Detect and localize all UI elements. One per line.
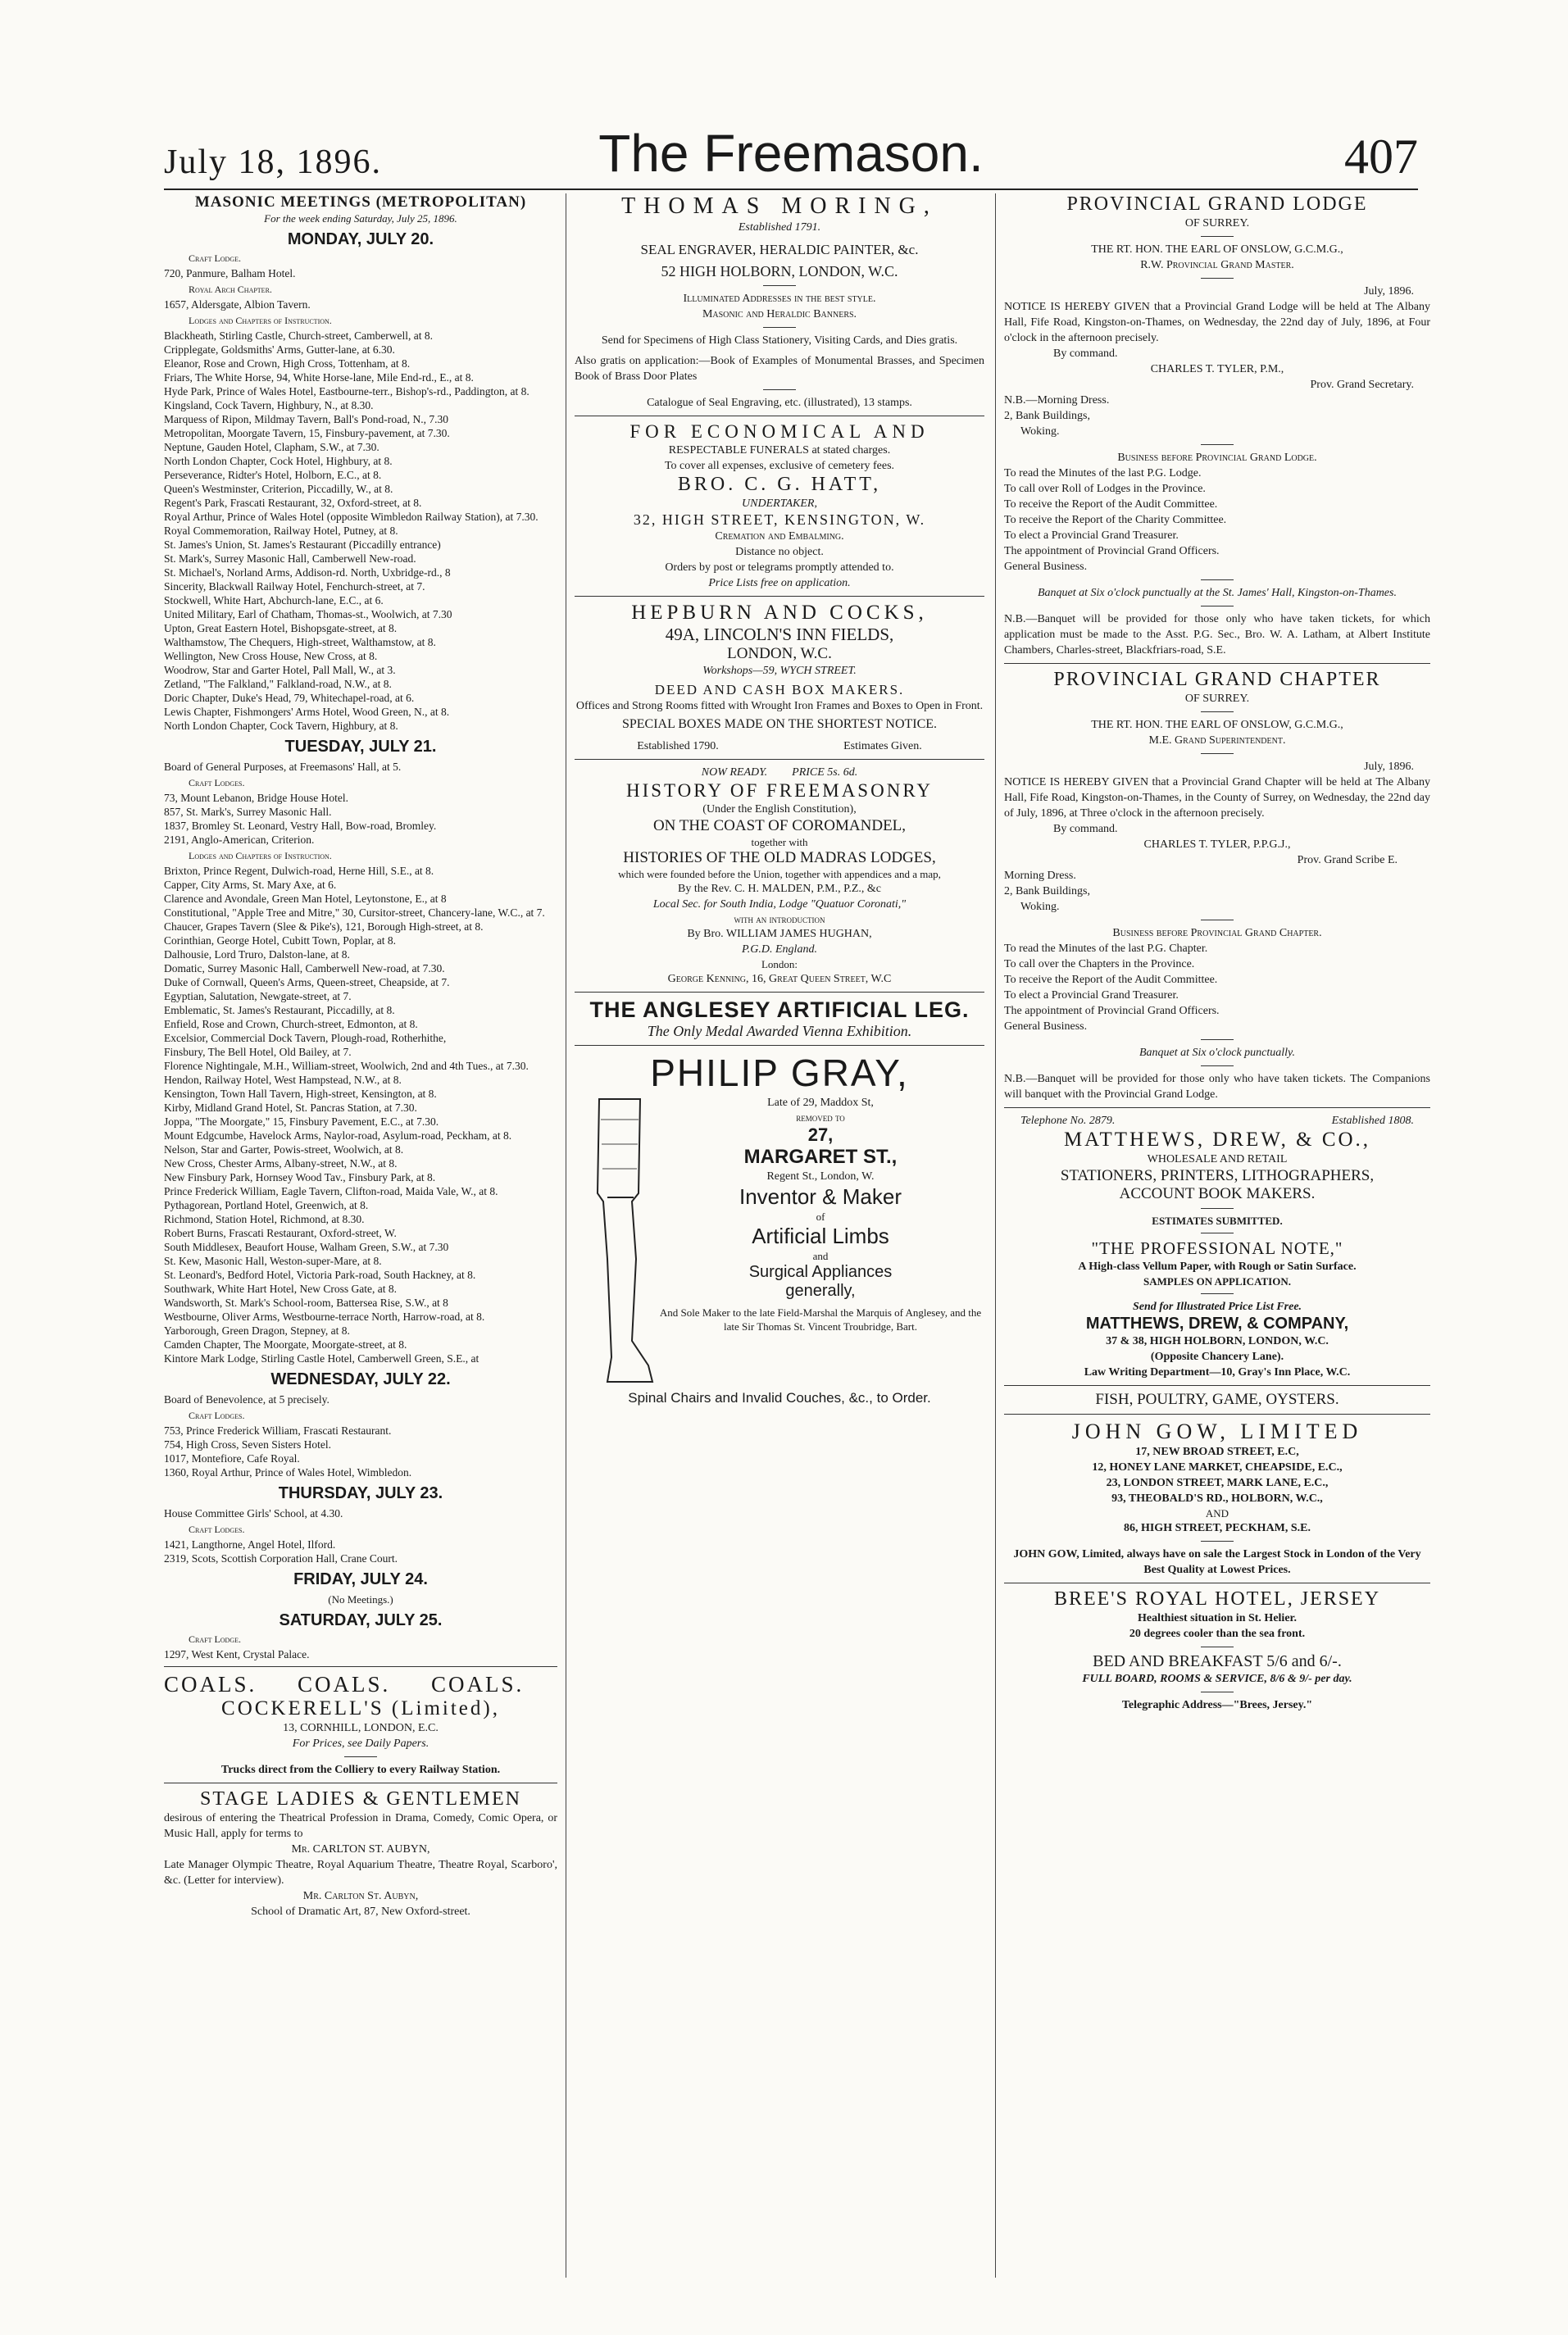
history-price: PRICE 5s. 6d. [792, 766, 858, 779]
gow-fish: FISH, POULTRY, GAME, OYSTERS. [1095, 1391, 1339, 1408]
list-item: To receive the Report of the Audit Committee. [1004, 974, 1218, 986]
lodge-addr2: Woking. [1020, 425, 1060, 438]
section-label: Lodges and Chapters of Instruction. [189, 850, 332, 861]
list-item: New Finsbury Park, Hornsey Wood Tav., Finsbury Park, at 8. [164, 1171, 436, 1183]
wednesday-craft-list [164, 1424, 557, 1479]
list-item: Kintore Mark Lodge, Stirling Castle Hotel, Camberwell Green, S.E., at [164, 1352, 479, 1365]
lodge-notice: NOTICE IS HEREBY GIVEN that a Provincial Grand Lodge will be held at The Albany Hall, Fife Road, Kingston-on-Thames, on Wednesday, the 22nd day of July, 1896, at Four o'clock in the afternoon precisely. [1004, 301, 1430, 344]
list-item: St. Michael's, Norland Arms, Addison-rd. North, Uxbridge-rd., 8 [164, 566, 451, 579]
brees-cooler: 20 degrees cooler than the sea front. [1129, 1628, 1306, 1640]
brees-bed: BED AND BREAKFAST 5/6 and 6/-. [1093, 1652, 1342, 1670]
stage-body: desirous of entering the Theatrical Profession in Drama, Comedy, Comic Opera, or Music Hall, apply for terms to [164, 1812, 557, 1840]
history-ready-line [575, 765, 984, 780]
anglesey-text [657, 1095, 984, 1333]
board-note: Board of Benevolence, at 5 precisely. [164, 1393, 330, 1406]
section-label: Royal Arch Chapter. [189, 284, 272, 295]
brees-healthiest: Healthiest situation in St. Helier. [1138, 1612, 1297, 1624]
list-item: Marquess of Ripon, Mildmay Tavern, Ball's Pond-road, N., 7.30 [164, 413, 448, 425]
coals-heading: COALS. COALS. COALS. [164, 1672, 525, 1697]
list-item: St. Leonard's, Bedford Hotel, Victoria Park-road, South Hackney, at 8. [164, 1269, 476, 1281]
day-thursday: THURSDAY, JULY 23. [278, 1484, 443, 1502]
column-middle [566, 193, 984, 2278]
anglesey-spinal: Spinal Chairs and Invalid Couches, &c., to Order. [628, 1390, 931, 1406]
divider [1201, 711, 1234, 712]
day-tuesday: TUESDAY, JULY 21. [284, 738, 437, 756]
list-item: To read the Minutes of the last P.G. Chapter. [1004, 943, 1208, 955]
list-item: 1421, Langthorne, Angel Hotel, Ilford. [164, 1538, 336, 1551]
hatt-heading: FOR ECONOMICAL AND [629, 421, 929, 442]
section-label: Craft Lodges. [189, 777, 245, 788]
divider [1004, 1107, 1430, 1108]
list-item: St. Mark's, Surrey Masonic Hall, Camberwell New-road. [164, 552, 416, 565]
list-item: General Business. [1004, 561, 1088, 573]
section-label: Craft Lodges. [189, 1410, 245, 1421]
chapter-earl: THE RT. HON. THE EARL OF ONSLOW, G.C.M.G., [1091, 719, 1343, 731]
list-item: 857, St. Mark's, Surrey Masonic Hall. [164, 806, 332, 818]
hatt-cremation: Cremation and Embalming. [715, 530, 844, 543]
list-item: Joppa, "The Moorgate," 15, Finsbury Pavement, E.C., at 7.30. [164, 1115, 439, 1128]
list-item: Cripplegate, Goldsmiths' Arms, Gutter-lane, at 6.30. [164, 343, 395, 356]
list-item: St. James's Union, St. James's Restaurant (Piccadilly entrance) [164, 538, 441, 551]
matthews-heading: MATTHEWS, DREW, & CO., [1063, 1129, 1371, 1151]
list-item: General Business. [1004, 1020, 1088, 1033]
anglesey-late: Late of 29, Maddox St, [767, 1097, 874, 1109]
chapter-dress: Morning Dress. [1004, 870, 1076, 882]
divider [1004, 663, 1430, 664]
list-item: Zetland, "The Falkland," Falkland-road, N.W., at 8. [164, 678, 392, 690]
list-item: Clarence and Avondale, Green Man Hotel, Leytonstone, E., at 8 [164, 893, 447, 905]
list-item: 23, LONDON STREET, MARK LANE, E.C., [1106, 1477, 1329, 1489]
list-item: 1360, Royal Arthur, Prince of Wales Hotel, Wimbledon. [164, 1466, 412, 1479]
coals-address: 13, CORNHILL, LONDON, E.C. [283, 1722, 439, 1734]
list-item: Wandsworth, St. Mark's School-room, Battersea Rise, S.W., at 8 [164, 1297, 448, 1309]
matthews-samples: SAMPLES ON APPLICATION. [1143, 1275, 1291, 1288]
chapter-nb: N.B.—Banquet will be provided for those only who have taken tickets. The Companions will banquet with the Provincial Grand Lodge. [1004, 1073, 1430, 1101]
lodge-banquet: Banquet at Six o'clock punctually at the St. James' Hall, Kingston-on-Thames. [1038, 587, 1397, 599]
divider [1004, 1414, 1430, 1415]
list-item: Eleanor, Rose and Crown, High Cross, Tottenham, at 8. [164, 357, 411, 370]
list-item: Domatic, Surrey Masonic Hall, Camberwell New-road, at 7.30. [164, 962, 445, 974]
matthews-telephone: Telephone No. 2879. [1020, 1115, 1116, 1127]
lodge-earl: THE RT. HON. THE EARL OF ONSLOW, G.C.M.G., [1091, 243, 1343, 256]
column-left [164, 193, 557, 2278]
anglesey-removed: removed to [796, 1111, 845, 1124]
list-item: Southwark, White Hart Hotel, New Cross Gate, at 8. [164, 1283, 397, 1295]
anglesey-street: MARGARET ST., [743, 1146, 898, 1168]
matthews-trade: STATIONERS, PRINTERS, LITHOGRAPHERS, [1060, 1167, 1375, 1184]
anglesey-heading: THE ANGLESEY ARTIFICIAL LEG. [589, 997, 970, 1022]
list-item: Camden Chapter, The Moorgate, Moorgate-street, at 8. [164, 1338, 407, 1351]
anglesey-medal: The Only Medal Awarded Vienna Exhibition. [647, 1023, 912, 1039]
divider [763, 285, 796, 286]
saturday-craft-list [164, 1647, 557, 1661]
list-item: Woodrow, Star and Garter Hotel, Pall Mall, W., at 3. [164, 664, 396, 676]
lodge-addr1: 2, Bank Buildings, [1004, 410, 1091, 422]
list-item: St. Kew, Masonic Hall, Weston-super-Mare, at 8. [164, 1255, 382, 1267]
list-item: 1017, Montefiore, Cafe Royal. [164, 1452, 300, 1465]
divider [1201, 579, 1234, 580]
list-item: Pythagorean, Portland Hotel, Greenwich, at 8. [164, 1199, 369, 1211]
list-item: Enfield, Rose and Crown, Church-street, Edmonton, at 8. [164, 1018, 418, 1030]
brees-heading: BREE'S ROYAL HOTEL, JERSEY [1053, 1588, 1381, 1610]
hepburn-workshops: Workshops—59, WYCH STREET. [702, 665, 857, 677]
coals-prices: For Prices, see Daily Papers. [292, 1738, 429, 1750]
lodge-signed: CHARLES T. TYLER, P.M., [1150, 363, 1284, 375]
list-item: Florence Nightingale, M.H., William-street, Woolwich, 2nd and 4th Tues., at 7.30. [164, 1060, 529, 1072]
history-histories: HISTORIES OF THE OLD MADRAS LODGES, [623, 849, 936, 866]
day-wednesday: WEDNESDAY, JULY 22. [270, 1370, 451, 1388]
column-right [995, 193, 1430, 2278]
divider [1201, 753, 1234, 754]
list-item: The appointment of Provincial Grand Officers. [1004, 545, 1220, 557]
anglesey-of: of [816, 1211, 825, 1223]
chapter-business: Business before Provincial Grand Chapter. [1112, 927, 1322, 939]
stage-school: School of Dramatic Art, 87, New Oxford-street. [251, 1906, 470, 1918]
matthews-note: "THE PROFESSIONAL NOTE," [1091, 1238, 1343, 1258]
list-item: 753, Prince Frederick William, Frascati Restaurant. [164, 1424, 392, 1437]
list-item: Friars, The White Horse, 94, White Horse-lane, Mile End-rd., E., at 8. [164, 371, 474, 384]
day-saturday: SATURDAY, JULY 25. [279, 1611, 443, 1629]
history-london: London: [761, 958, 798, 970]
list-item: Upton, Great Eastern Hotel, Bishopsgate-street, at 8. [164, 622, 398, 634]
matthews-estimates: ESTIMATES SUBMITTED. [1152, 1215, 1283, 1227]
hepburn-trade: DEED AND CASH BOX MAKERS. [654, 682, 905, 697]
history-by2: By Bro. WILLIAM JAMES HUGHAN, [687, 928, 872, 940]
stage-name-2: Mr. Carlton St. Aubyn, [302, 1890, 419, 1902]
history-by: By the Rev. C. H. MALDEN, P.M., P.Z., &c [678, 883, 881, 895]
moring-banners: Masonic and Heraldic Banners. [702, 308, 857, 320]
list-item: To elect a Provincial Grand Treasurer. [1004, 989, 1179, 1002]
list-item: Perseverance, Ridter's Hotel, Holborn, E.C., at 8. [164, 469, 382, 481]
hepburn-footer [575, 738, 984, 754]
hatt-sub: RESPECTABLE FUNERALS at stated charges. [668, 444, 891, 457]
list-item: Hyde Park, Prince of Wales Hotel, Eastbourne-terr., Bishop's-rd., Paddington, at 8. [164, 385, 529, 397]
history-coast: ON THE COAST OF COROMANDEL, [652, 817, 907, 834]
list-item: To elect a Provincial Grand Treasurer. [1004, 529, 1179, 542]
tuesday-craft-list [164, 791, 557, 847]
masthead-title: The Freemason. [598, 124, 984, 183]
hatt-lists: Price Lists free on application. [708, 577, 851, 589]
anglesey-generally: generally, [785, 1282, 856, 1300]
moring-illuminated: Illuminated Addresses in the best style. [683, 293, 876, 305]
gow-peckham: 86, HIGH STREET, PECKHAM, S.E. [1123, 1522, 1311, 1534]
lodge-role: Prov. Grand Secretary. [1310, 379, 1414, 391]
gow-and: AND [1205, 1507, 1229, 1520]
list-item: Regent's Park, Frascati Restaurant, 32, Oxford-street, at 8. [164, 497, 422, 509]
list-item: South Middlesex, Beaufort House, Walham Green, S.W., at 7.30 [164, 1241, 449, 1253]
thursday-craft-list [164, 1538, 557, 1565]
chapter-business-list [1004, 941, 1430, 1034]
divider [1201, 236, 1234, 237]
hatt-cover: To cover all expenses, exclusive of cemetery fees. [664, 460, 895, 472]
list-item: United Military, Earl of Chatham, Thomas-st., Woolwich, at 7.30 [164, 608, 452, 620]
friday-note: (No Meetings.) [328, 1593, 393, 1606]
chapter-signed: CHARLES T. TYLER, P.P.G.J., [1143, 838, 1291, 851]
list-item: Duke of Cornwall, Queen's Arms, Queen-street, Cheapside, at 7. [164, 976, 450, 988]
gow-heading: JOHN GOW, LIMITED [1071, 1420, 1363, 1443]
anglesey-number: 27, [807, 1124, 834, 1145]
list-item: Queen's Westminster, Criterion, Piccadilly, W., at 8. [164, 483, 393, 495]
divider [575, 759, 984, 760]
divider [1201, 1065, 1234, 1066]
list-item: Walthamstow, The Chequers, High-street, Walthamstow, at 8. [164, 636, 436, 648]
list-item: 2319, Scots, Scottish Corporation Hall, Crane Court. [164, 1552, 398, 1565]
divider [1201, 444, 1234, 445]
hepburn-established: Established 1790. [637, 740, 719, 752]
brees-telegraphic: Telegraphic Address—"Brees, Jersey." [1121, 1699, 1313, 1711]
chapter-heading: PROVINCIAL GRAND CHAPTER [1053, 669, 1381, 690]
anglesey-regent: Regent St., London, W. [766, 1170, 875, 1183]
divider [763, 327, 796, 328]
list-item: Westbourne, Oliver Arms, Westbourne-terrace North, Harrow-road, at 8. [164, 1311, 485, 1323]
moring-heading: THOMAS MORING, [621, 193, 938, 219]
matthews-company: MATTHEWS, DREW, & COMPANY, [1085, 1315, 1349, 1333]
list-item: 12, HONEY LANE MARKET, CHEAPSIDE, E.C., [1092, 1461, 1343, 1474]
board-note: Board of General Purposes, at Freemasons' Hall, at 5. [164, 761, 402, 773]
list-item: 1297, West Kent, Crystal Palace. [164, 1648, 310, 1660]
chapter-addr1: 2, Bank Buildings, [1004, 885, 1091, 897]
list-item: Prince Frederick William, Eagle Tavern, Clifton-road, Maida Vale, W., at 8. [164, 1185, 498, 1197]
list-item: To call over Roll of Lodges in the Province. [1004, 483, 1206, 495]
hatt-address: 32, HIGH STREET, KENSINGTON, W. [633, 511, 926, 528]
section-label: Craft Lodges. [189, 1524, 245, 1535]
list-item: The appointment of Provincial Grand Officers. [1004, 1005, 1220, 1017]
lodge-of: OF SURREY. [1184, 217, 1250, 229]
list-item: Stockwell, White Hart, Abchurch-lane, E.C., at 6. [164, 594, 384, 606]
list-item: Yarborough, Green Dragon, Stepney, at 8. [164, 1324, 350, 1337]
history-under: (Under the English Constitution), [702, 803, 857, 815]
list-item: 2191, Anglo-American, Criterion. [164, 834, 315, 846]
list-item: Finsbury, The Bell Hotel, Old Bailey, at 7. [164, 1046, 352, 1058]
list-item: North London Chapter, Cock Tavern, Highbury, at 8. [164, 720, 398, 732]
matthews-send: Send for Illustrated Price List Free. [1132, 1301, 1302, 1313]
list-item: Kingsland, Cock Tavern, Highbury, N., at 8.30. [164, 399, 374, 411]
list-item: Emblematic, St. James's Restaurant, Piccadilly, at 8. [164, 1004, 395, 1016]
gow-stock: JOHN GOW, Limited, always have on sale the Largest Stock in London of the Very Best Quality at Lowest Prices. [1013, 1548, 1421, 1576]
moring-catalogue: Catalogue of Seal Engraving, etc. (illustrated), 13 stamps. [647, 397, 912, 409]
divider [575, 1045, 984, 1046]
list-item: Constitutional, "Apple Tree and Mitre," 30, Cursitor-street, Chancery-lane, W.C., at 7. [164, 906, 545, 919]
divider [1201, 1293, 1234, 1294]
page-header [164, 113, 1418, 190]
monday-craft-list [164, 266, 557, 280]
list-item: To receive the Report of the Audit Committee. [1004, 498, 1218, 511]
history-which: which were founded before the Union, together with appendices and a map, [618, 868, 941, 880]
chapter-banquet: Banquet at Six o'clock punctually. [1139, 1047, 1295, 1059]
hatt-role: UNDERTAKER, [742, 497, 817, 510]
list-item: To read the Minutes of the last P.G. Lodge. [1004, 467, 1202, 479]
anglesey-limbs: Artificial Limbs [752, 1224, 889, 1248]
history-ready: NOW READY. [701, 766, 768, 779]
chapter-date: July, 1896. [1364, 761, 1414, 773]
list-item: 73, Mount Lebanon, Bridge House Hotel. [164, 792, 348, 804]
moring-trade: SEAL ENGRAVER, HERALDIC PAINTER, &c. [640, 242, 919, 257]
hatt-name: BRO. C. G. HATT, [677, 474, 882, 495]
list-item: Egyptian, Salutation, Newgate-street, at 7. [164, 990, 352, 1002]
anglesey-inventor: Inventor & Maker [739, 1184, 902, 1209]
list-item: Kirby, Midland Grand Hotel, St. Pancras Station, at 7.30. [164, 1102, 417, 1114]
meetings-title: MASONIC MEETINGS (METROPOLITAN) [194, 193, 527, 211]
meetings-subtitle: For the week ending Saturday, July 25, 1896. [264, 212, 457, 225]
matthews-account: ACCOUNT BOOK MAKERS. [1119, 1185, 1316, 1202]
divider [344, 1756, 377, 1757]
list-item: Capper, City Arms, St. Mary Axe, at 6. [164, 879, 337, 891]
list-item: To receive the Report of the Charity Committee. [1004, 514, 1227, 526]
lodge-nb: N.B.—Banquet will be provided for those only who have taken tickets, for which application must be made to the Asst. P.G. Sec., Bro. W. A. Latham, at Albert Institute Chambers, Charles-street, Blackfriars-road, S.E. [1004, 613, 1430, 656]
chapter-of: OF SURREY. [1184, 693, 1250, 705]
list-item: Mount Edgcumbe, Havelock Arms, Naylor-road, Asylum-road, Peckham, at 8. [164, 1129, 512, 1142]
divider [1201, 278, 1234, 279]
list-item: North London Chapter, Cock Hotel, Highbury, at 8. [164, 455, 393, 467]
coals-trucks: Trucks direct from the Colliery to every Railway Station. [220, 1764, 501, 1776]
moring-also: Also gratis on application:—Book of Examples of Monumental Brasses, and Specimen Book of Brass Door Plates [575, 355, 984, 383]
hepburn-estimates: Estimates Given. [843, 740, 922, 752]
lodge-business-list [1004, 466, 1430, 575]
lodge-heading: PROVINCIAL GRAND LODGE [1066, 193, 1368, 215]
list-item: 1837, Bromley St. Leonard, Vestry Hall, Bow-road, Bromley. [164, 820, 437, 832]
list-item: Hendon, Railway Hotel, West Hampstead, N.W., at 8. [164, 1074, 402, 1086]
list-item: Royal Commemoration, Railway Hotel, Putney, at 8. [164, 525, 398, 537]
anglesey-sole: And Sole Maker to the late Field-Marshal the Marquis of Anglesey, and the late Sir Thomas St. Vincent Troubridge, Bart. [659, 1306, 982, 1333]
hepburn-heading: HEPBURN AND COCKS, [631, 602, 928, 624]
day-monday: MONDAY, JULY 20. [287, 230, 434, 248]
hatt-orders: Orders by post or telegrams promptly attended to. [665, 561, 894, 574]
history-intro: with an introduction [734, 913, 825, 925]
matthews-established: Established 1808. [1331, 1115, 1414, 1127]
list-item: Wellington, New Cross House, New Cross, at 8. [164, 650, 378, 662]
hepburn-special: SPECIAL BOXES MADE ON THE SHORTEST NOTICE. [621, 717, 938, 731]
tuesday-instruction-list [164, 864, 557, 1365]
list-item: Blackheath, Stirling Castle, Church-street, Camberwell, at 8. [164, 329, 434, 342]
stage-name: Mr. CARLTON ST. AUBYN, [291, 1843, 430, 1856]
anglesey-name: PHILIP GRAY, [650, 1052, 909, 1094]
hepburn-address: 49A, LINCOLN'S INN FIELDS, [665, 625, 894, 644]
lodge-date: July, 1896. [1364, 285, 1414, 298]
list-item: Excelsior, Commercial Dock Tavern, Plough-road, Rotherhithe, [164, 1032, 447, 1044]
monday-arch-list [164, 298, 557, 311]
list-item: 720, Panmure, Balham Hotel. [164, 267, 296, 279]
stage-heading: STAGE LADIES & GENTLEMEN [199, 1788, 522, 1810]
divider [1201, 1039, 1234, 1040]
matthews-wholesale: WHOLESALE AND RETAIL [1147, 1153, 1288, 1165]
coals-firm: COCKERELL'S (Limited), [221, 1697, 500, 1719]
history-together: together with [751, 836, 808, 848]
chapter-notice: NOTICE IS HEREBY GIVEN that a Provincial Grand Chapter will be held at The Albany Hall, Fife Road, Kingston-on-Thames, in the County of Surrey, on Wednesday, the 22nd day of July, 1896, at Three o'clock in the afternoon precisely. [1004, 776, 1430, 820]
board-note: House Committee Girls' School, at 4.30. [164, 1507, 343, 1520]
list-item: To call over the Chapters in the Province. [1004, 958, 1195, 970]
list-item: New Cross, Chester Arms, Albany-street, N.W., at 8. [164, 1157, 398, 1170]
list-item: Neptune, Gauden Hotel, Clapham, S.W., at 7.30. [164, 441, 380, 453]
day-friday: FRIDAY, JULY 24. [293, 1570, 428, 1588]
matthews-top-line [1004, 1113, 1430, 1129]
list-item: Royal Arthur, Prince of Wales Hotel (opposite Wimbledon Railway Station), at 7.30. [164, 511, 539, 523]
list-item: Lewis Chapter, Fishmongers' Arms Hotel, Wood Green, N., at 8. [164, 706, 450, 718]
page-number: 407 [1344, 129, 1418, 184]
lodge-master: R.W. Provincial Grand Master. [1140, 259, 1294, 271]
history-local: Local Sec. for South India, Lodge "Quatuor Coronati," [652, 898, 907, 911]
section-label: Lodges and Chapters of Instruction. [189, 315, 332, 326]
matthews-law: Law Writing Department—10, Gray's Inn Place, W.C. [1084, 1366, 1351, 1379]
section-label: Craft Lodge. [189, 252, 242, 264]
list-item: Doric Chapter, Duke's Head, 79, Whitechapel-road, at 6. [164, 692, 415, 704]
list-item: 754, High Cross, Seven Sisters Hotel. [164, 1438, 331, 1451]
moring-established: Established 1791. [738, 221, 821, 234]
list-item: Chaucer, Grapes Tavern (Slee & Pike's), 121, Borough High-street, at 8. [164, 920, 484, 933]
section-label: Craft Lodge. [189, 1633, 242, 1645]
hepburn-city: LONDON, W.C. [727, 645, 832, 662]
divider [1201, 1541, 1234, 1542]
list-item: Nelson, Star and Garter, Powis-street, Woolwich, at 8. [164, 1143, 404, 1156]
list-item: Dalhousie, Lord Truro, Dalston-lane, at 8. [164, 948, 350, 961]
list-item: Robert Burns, Frascati Restaurant, Oxford-street, W. [164, 1227, 397, 1239]
lodge-command: By command. [1053, 348, 1118, 360]
divider [575, 992, 984, 993]
divider [763, 389, 796, 390]
list-item: Richmond, Station Hotel, Richmond, at 8.30. [164, 1213, 365, 1225]
list-item: 93, THEOBALD'S RD., HOLBORN, W.C., [1111, 1492, 1323, 1505]
divider [1201, 1208, 1234, 1209]
list-item: Sincerity, Blackwall Railway Hotel, Fenchurch-street, at 7. [164, 580, 425, 593]
hatt-distance: Distance no object. [735, 546, 824, 558]
anglesey-and: and [812, 1250, 829, 1262]
chapter-role: M.E. Grand Superintendent. [1148, 734, 1286, 747]
divider [164, 1666, 557, 1667]
anglesey-surgical: Surgical Appliances [748, 1263, 893, 1281]
list-item: 1657, Aldersgate, Albion Tavern. [164, 298, 311, 311]
brees-full: FULL BOARD, ROOMS & SERVICE, 8/6 & 9/- per day. [1082, 1673, 1352, 1685]
matthews-paper: A High-class Vellum Paper, with Rough or Satin Surface. [1078, 1261, 1357, 1273]
issue-date: July 18, 1896. [164, 143, 383, 181]
chapter-addr2: Woking. [1020, 901, 1060, 913]
history-publisher: George Kenning, 16, Great Queen Street, W.C [667, 973, 892, 985]
matthews-address: 37 & 38, HIGH HOLBORN, LONDON, W.C. [1106, 1335, 1329, 1347]
history-pgd: P.G.D. England. [742, 943, 817, 956]
artificial-leg-ad [575, 1095, 984, 1390]
divider [1004, 1385, 1430, 1386]
monday-instruction-list [164, 329, 557, 733]
hepburn-offices: Offices and Strong Rooms fitted with Wrought Iron Frames and Boxes to Open in Front. [575, 700, 984, 712]
gow-address-list [1004, 1444, 1430, 1506]
list-item: Brixton, Prince Regent, Dulwich-road, Herne Hill, S.E., at 8. [164, 865, 434, 877]
matthews-opposite: (Opposite Chancery Lane). [1150, 1351, 1284, 1363]
lodge-dress: N.B.—Morning Dress. [1004, 394, 1110, 407]
artificial-leg-illustration [575, 1095, 665, 1390]
chapter-scribe: Prov. Grand Scribe E. [1297, 854, 1398, 866]
moring-address: 52 HIGH HOLBORN, LONDON, W.C. [661, 263, 898, 279]
stage-late: Late Manager Olympic Theatre, Royal Aquarium Theatre, Theatre Royal, Scarboro', &c. (Letter for interview). [164, 1859, 557, 1887]
list-item: Metropolitan, Moorgate Tavern, 15, Finsbury-pavement, at 7.30. [164, 427, 450, 439]
list-item: 17, NEW BROAD STREET, E.C, [1135, 1446, 1299, 1458]
lodge-business: Business before Provincial Grand Lodge. [1117, 452, 1317, 464]
chapter-command: By command. [1053, 823, 1118, 835]
divider [575, 596, 984, 597]
list-item: Corinthian, George Hotel, Cubitt Town, Poplar, at 8. [164, 934, 396, 947]
moring-specimens: Send for Specimens of High Class Stationery, Visiting Cards, and Dies gratis. [601, 334, 958, 347]
history-heading: HISTORY OF FREEMASONRY [625, 780, 934, 801]
list-item: Kensington, Town Hall Tavern, High-street, Kensington, at 8. [164, 1088, 437, 1100]
